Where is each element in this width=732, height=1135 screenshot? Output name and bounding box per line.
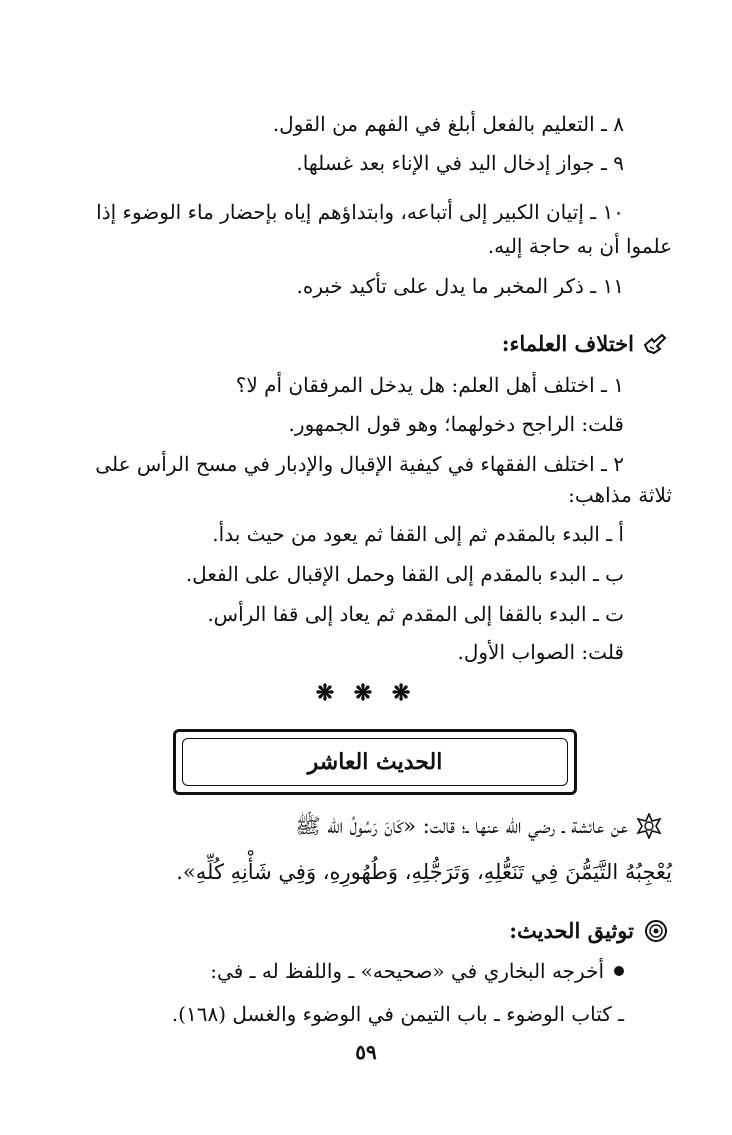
scholars-conclusion: قلت: الصواب الأول.: [457, 640, 624, 664]
hadith-title-inner-frame: [182, 738, 568, 786]
documentation-line-2: ـ كتاب الوضوء ـ باب التيمن في الوضوء والغسل (١٦٨).: [171, 1002, 624, 1026]
benefit-item-11: ١١ ـ ذكر المخبر ما يدل على تأكيد خبره.: [296, 274, 624, 298]
star-rosette-icon: [636, 813, 662, 839]
hadith-line-1-row: [60, 808, 662, 844]
hadith-title: الحديث العاشر: [307, 749, 443, 775]
benefit-item-10-continued: علموا أن به حاجة إليه.: [487, 234, 672, 258]
benefit-item-8: ٨ ـ التعليم بالفعل أبلغ في الفهم من القول.: [272, 112, 624, 136]
scholars-heading-row: [60, 326, 668, 362]
documentation-line-1: أخرجه البخاري في «صحيحه» ـ واللفظ له ـ في:: [210, 959, 604, 983]
bullet-icon: [614, 966, 624, 976]
scholars-option-b: ب ـ البدء بالمقدم إلى القفا وحمل الإقبال على الفعل.: [185, 562, 624, 586]
page-number: ٥٩: [355, 1040, 377, 1064]
scholars-option-t: ت ـ البدء بالقفا إلى المقدم ثم يعاد إلى قفا الرأس.: [207, 602, 624, 626]
benefit-item-9: ٩ ـ جواز إدخال اليد في الإناء بعد غسلها.: [296, 151, 624, 175]
scholars-line-2: قلت: الراجح دخولهما؛ وهو قول الجمهور.: [288, 412, 624, 436]
hadith-text-line-1: عن عائشة ـ رضي الله عنها ـ؛ قالت: «كَانَ رَسُولُ الله ﷺ: [295, 814, 628, 838]
scholars-line-3: ٢ ـ اختلف الفقهاء في كيفية الإقبال والإدبار في مسح الرأس على: [95, 452, 624, 476]
section-separator: ❋ ❋ ❋: [315, 680, 417, 706]
scholars-line-3-continued: ثلاثة مذاهب:: [568, 483, 672, 507]
hand-pointer-icon: [642, 331, 668, 357]
hadith-title-frame: [173, 729, 577, 795]
hadith-text-line-2: يُعْجِبُهُ التَّيَمُّنَ فِي تَنَعُّلِهِ، وَتَرَجُّلِهِ، وَطُهُورِهِ، وَفِي شَأْنِهِ كُلِّهِ».: [176, 860, 672, 884]
benefit-item-10: ١٠ ـ إتيان الكبير إلى أتباعه، وابتداؤهم إياه بإحضار ماء الوضوء إذا: [96, 200, 624, 224]
documentation-line-1-row: [60, 953, 624, 989]
scholars-line-1: ١ ـ اختلف أهل العلم: هل يدخل المرفقان أم لا؟: [235, 373, 624, 397]
flower-rosette-icon: [642, 918, 668, 944]
documentation-heading-row: [60, 913, 668, 949]
scholars-heading: اختلاف العلماء:: [501, 331, 634, 356]
scholars-option-a: أ ـ البدء بالمقدم ثم إلى القفا ثم يعود من حيث بدأ.: [212, 522, 624, 546]
documentation-heading: توثيق الحديث:: [509, 918, 634, 943]
